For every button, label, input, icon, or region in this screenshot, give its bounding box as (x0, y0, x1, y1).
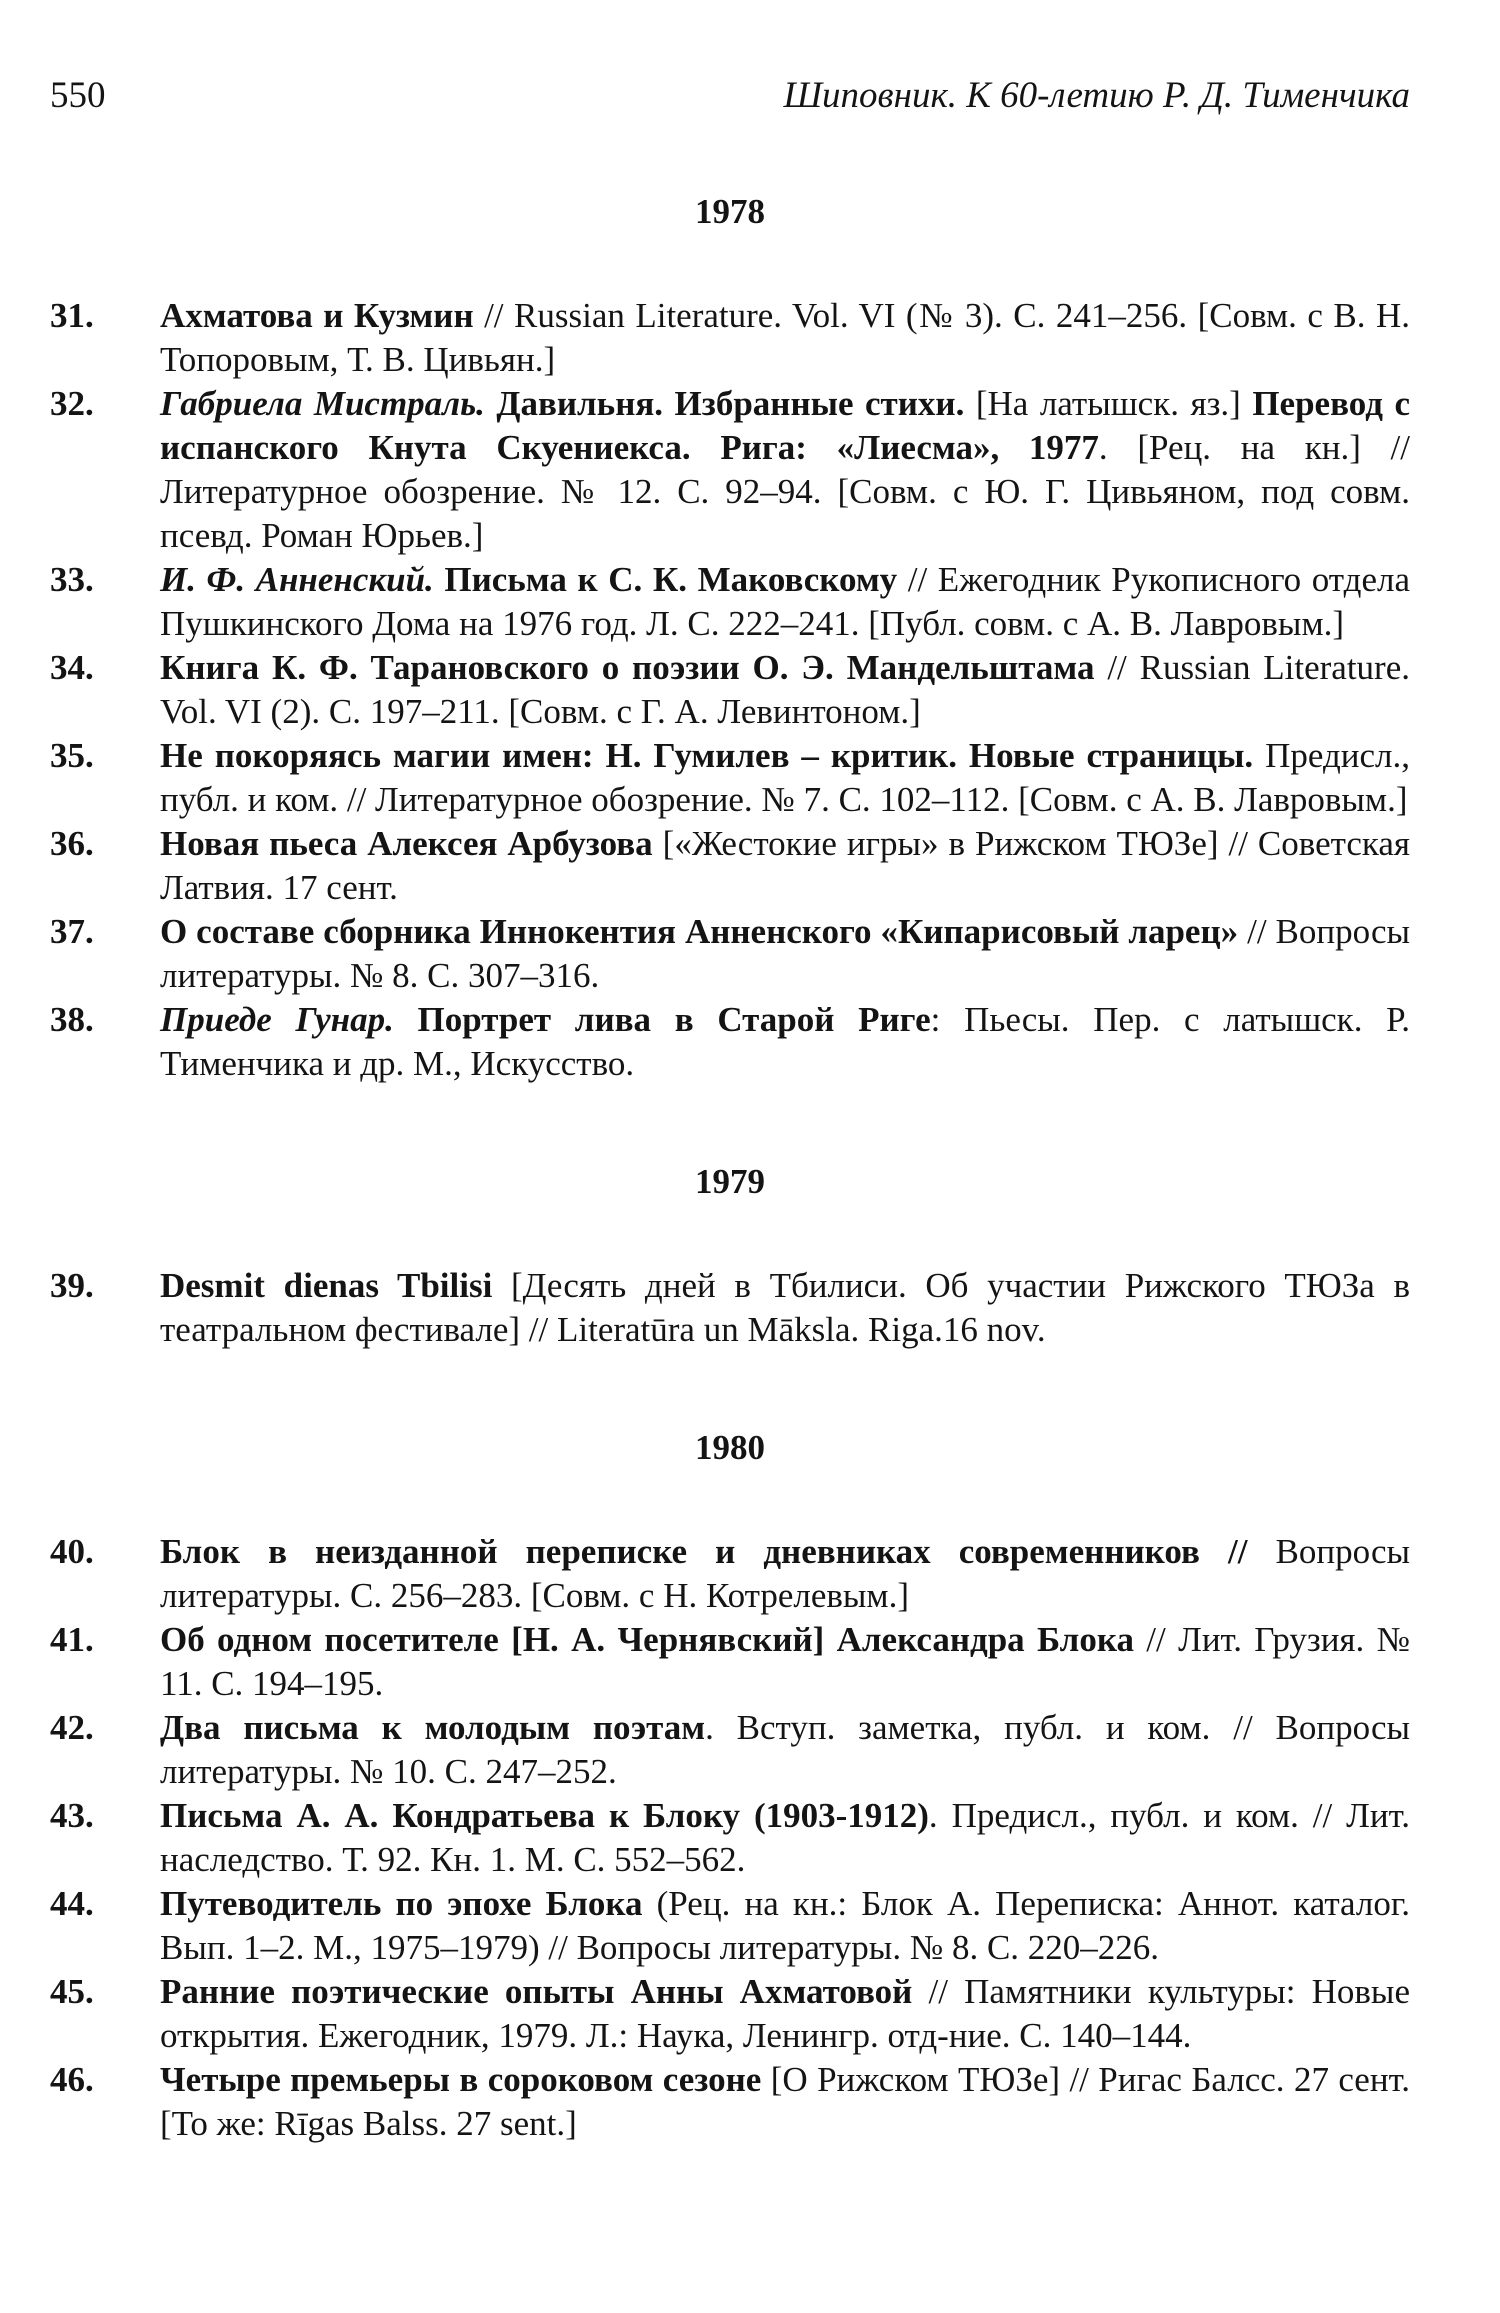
year-heading: 1978 (695, 192, 765, 231)
bibliography-entry (50, 1264, 1410, 1352)
page-number: 550 (50, 75, 106, 116)
entry-title: Давильня. Избранные стихи. (484, 384, 965, 423)
bibliography-entry (50, 1970, 1410, 2058)
entry-number: 33. (50, 560, 94, 599)
entry-number: 37. (50, 912, 94, 951)
bibliography-entry (50, 1618, 1410, 1706)
year-heading: 1980 (695, 1428, 765, 1467)
entry-number: 46. (50, 2060, 94, 2099)
entry-number: 45. (50, 1972, 94, 2011)
entry-text (160, 998, 1410, 1086)
entry-text (160, 382, 1410, 558)
bibliography-entry (50, 1882, 1410, 1970)
entry-number: 31. (50, 296, 94, 335)
entry-text (160, 1882, 1410, 1970)
entry-number: 36. (50, 824, 94, 863)
entry-title: Перевод с испанского Кнута Скуениекса. Рига: «Лиесма», 1977 (160, 384, 1410, 467)
entry-citation: Предисл., публ. и ком. // Литературное обозрение. № 7. С. 102–112. [Совм. с А. В. Лавровым.] (160, 736, 1410, 819)
bibliography-entry (50, 1530, 1410, 1618)
entry-citation: [На латышск. яз.] (964, 384, 1253, 423)
entry-title: О составе сборника Иннокентия Анненского «Кипарисовый ларец» (160, 912, 1239, 951)
entry-citation: // Лит. Грузия. № 11. С. 194–195. (160, 1620, 1410, 1703)
entry-text (160, 558, 1410, 646)
entry-number: 39. (50, 1266, 94, 1305)
entry-title: Desmit dienas Tbilisi (160, 1266, 493, 1305)
entry-number: 32. (50, 384, 94, 423)
bibliography-entry (50, 734, 1410, 822)
page-header (50, 66, 1410, 126)
entry-citation: : Пьесы. Пер. с латышск. Р. Тименчика и др. М., Искусство. (160, 1000, 1410, 1083)
bibliography-entry (50, 998, 1410, 1086)
entry-title: Книга К. Ф. Тарановского о поэзии О. Э. Мандельштама (160, 648, 1095, 687)
entry-citation: . Предисл., публ. и ком. // Лит. наследство. Т. 92. Кн. 1. М. С. 552–562. (160, 1796, 1411, 1879)
entry-title: Два письма к молодым поэтам (160, 1708, 706, 1747)
entry-text (160, 2058, 1410, 2146)
entry-number: 34. (50, 648, 94, 687)
entry-text (160, 646, 1410, 734)
entry-citation: . [Рец. на кн.] // Литературное обозрение. № 12. С. 92–94. [Совм. с Ю. Г. Цивьяном, под совм. псевд. Роман Юрьев.] (160, 428, 1410, 555)
entries-list (50, 1264, 1410, 1352)
bibliography-list (50, 182, 1410, 2146)
entry-citation: // Ежегодник Рукописного отдела Пушкинского Дома на 1976 год. Л. С. 222–241. [Публ. совм. с А. В. Лавровым.] (160, 560, 1410, 643)
entries-list (50, 294, 1410, 1086)
entry-citation: (Рец. на кн.: Блок А. Переписка: Аннот. каталог. Вып. 1–2. М., 1975–1979) // Вопросы литературы. № 8. С. 220–226. (160, 1884, 1411, 1967)
entry-text (160, 1970, 1410, 2058)
bibliography-entry (50, 1706, 1410, 1794)
bibliography-entry (50, 294, 1410, 382)
entry-author: Приеде Гунар. (160, 1000, 394, 1039)
entry-number: 35. (50, 736, 94, 775)
running-title: Шиповник. К 60-летию Р. Д. Тименчика (783, 75, 1410, 116)
entry-number: 40. (50, 1532, 94, 1571)
entries-list (50, 1530, 1410, 2146)
bibliography-entry (50, 910, 1410, 998)
entry-text (160, 1530, 1410, 1618)
entry-number: 44. (50, 1884, 94, 1923)
entry-title: Портрет лива в Старой Риге (393, 1000, 931, 1039)
entry-text (160, 734, 1410, 822)
entry-citation: [Десять дней в Тбилиси. Об участии Рижского ТЮЗа в театральном фестивале] // Literatūra un Māksla. Riga.16 nov. (160, 1266, 1410, 1349)
entry-text (160, 1794, 1410, 1882)
entry-title: Письма А. А. Кондратьева к Блоку (1903-1912) (160, 1796, 929, 1835)
entry-citation: // Russian Literature. Vol. VI (№ 3). С. 241–256. [Совм. с В. Н. Топоровым, Т. В. Цивьян.] (160, 296, 1410, 379)
entry-number: 43. (50, 1796, 94, 1835)
entry-title: Четыре премьеры в сороковом сезоне (160, 2060, 762, 2099)
entry-text (160, 1706, 1410, 1794)
entry-title: Письма к С. К. Маковскому (433, 560, 898, 599)
entry-citation: . Вступ. заметка, публ. и ком. // Вопросы литературы. № 10. С. 247–252. (160, 1708, 1410, 1791)
entry-number: 42. (50, 1708, 94, 1747)
year-heading: 1979 (695, 1162, 765, 1201)
entry-text (160, 910, 1410, 998)
entry-title: Новая пьеса Алексея Арбузова (160, 824, 653, 863)
entry-text (160, 294, 1410, 382)
entry-title: Об одном посетителе [Н. А. Чернявский] Александра Блока (160, 1620, 1134, 1659)
entry-number: 41. (50, 1620, 94, 1659)
entry-text (160, 822, 1410, 910)
bibliography-entry (50, 646, 1410, 734)
entry-text (160, 1264, 1410, 1352)
entry-citation: // Russian Literature. Vol. VI (2). С. 197–211. [Совм. с Г. А. Левинтоном.] (160, 648, 1410, 731)
bibliography-entry (50, 1794, 1410, 1882)
entry-citation: // Вопросы литературы. № 8. С. 307–316. (160, 912, 1410, 995)
entry-citation: Вопросы литературы. С. 256–283. [Совм. с Н. Котрелевым.] (160, 1532, 1411, 1615)
bibliography-entry (50, 822, 1410, 910)
entry-author: И. Ф. Анненский. (160, 560, 434, 599)
entry-author: Габриела Мистраль. (160, 384, 485, 423)
entry-title: Блок в неизданной переписке и дневниках современников // (160, 1532, 1248, 1571)
bibliography-entry (50, 2058, 1410, 2146)
entry-title: Не покоряясь магии имен: Н. Гумилев – критик. Новые страницы. (160, 736, 1254, 775)
entry-title: Ахматова и Кузмин (160, 296, 474, 335)
bibliography-entry (50, 558, 1410, 646)
entry-citation: // Памятники культуры: Новые открытия. Ежегодник, 1979. Л.: Наука, Ленингр. отд-ние. С. 140–144. (160, 1972, 1410, 2055)
entry-number: 38. (50, 1000, 94, 1039)
entry-citation: [«Жестокие игры» в Рижском ТЮЗе] // Советская Латвия. 17 сент. (160, 824, 1410, 907)
entry-title: Путеводитель по эпохе Блока (160, 1884, 643, 1923)
entry-text (160, 1618, 1410, 1706)
entry-citation: [О Рижском ТЮЗе] // Ригас Балсс. 27 сент. [То же: Rīgas Balss. 27 sent.] (160, 2060, 1410, 2143)
entry-title: Ранние поэтические опыты Анны Ахматовой (160, 1972, 913, 2011)
bibliography-entry (50, 382, 1410, 558)
